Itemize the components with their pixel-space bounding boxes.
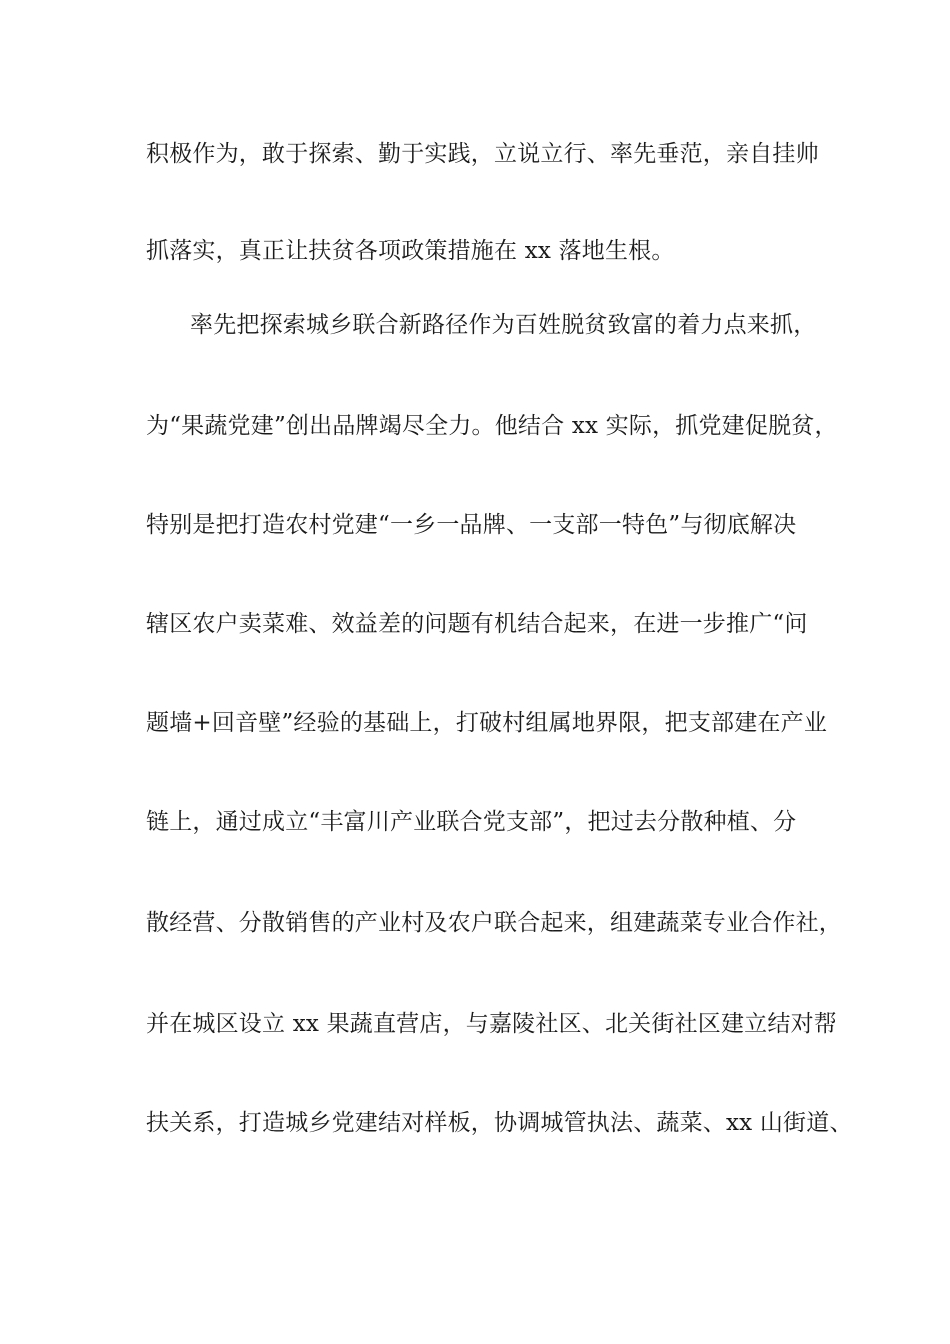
text-line-2: 抓落实，真正让扶贫各项政策措施在 xx 落地生根。 (146, 238, 675, 264)
paragraph-start-line: 率先把探索城乡联合新路径作为百姓脱贫致富的着力点来抓， (190, 312, 817, 338)
text-line-11: 扶关系，打造城乡党建结对样板，协调城管执法、蔬菜、xx 山街道、 (146, 1110, 853, 1136)
text-line-1: 积极作为，敢于探索、勤于实践，立说立行、率先垂范，亲自挂帅 (146, 141, 819, 167)
text-line-7: 题墙+回音壁”经验的基础上，打破村组属地界限，把支部建在产业 (146, 710, 828, 736)
text-line-8: 链上，通过成立“丰富川产业联合党支部”，把过去分散种植、分 (146, 809, 797, 835)
text-line-4: 为“果蔬党建”创出品牌竭尽全力。他结合 xx 实际，抓党建促脱贫， (146, 413, 838, 439)
text-line-9: 散经营、分散销售的产业村及农户联合起来，组建蔬菜专业合作社， (146, 910, 842, 936)
text-line-6: 辖区农户卖菜难、效益差的问题有机结合起来，在进一步推广“问 (146, 611, 808, 637)
text-line-10: 并在城区设立 xx 果蔬直营店，与嘉陵社区、北关街社区建立结对帮 (146, 1011, 837, 1037)
text-line-5: 特别是把打造农村党建“一乡一品牌、一支部一特色”与彻底解决 (146, 512, 797, 538)
